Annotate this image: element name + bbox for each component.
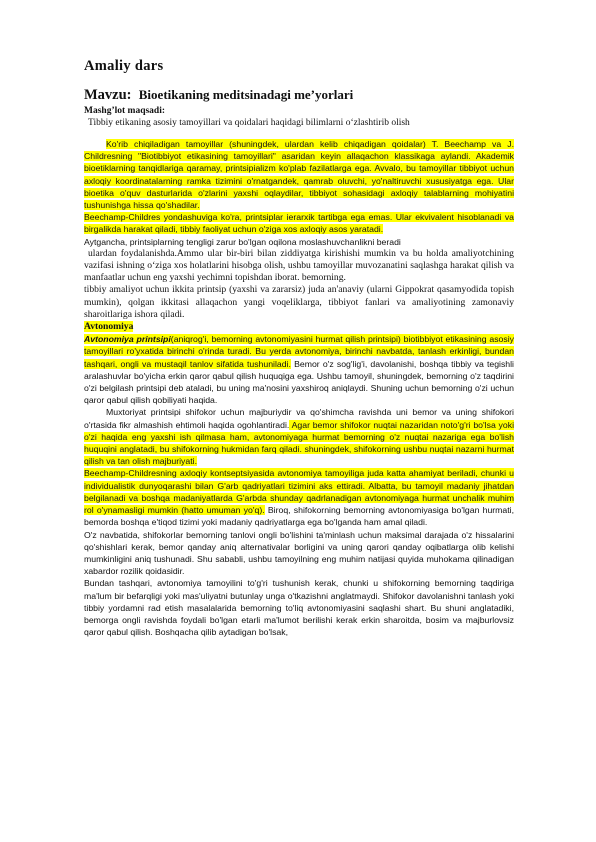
autonomy-p2-highlight: Agar bemor shifokor nuqtai nazaridan noto'g'ri bo'lsa yoki o'zi haqida eng yaxshi ish qilmasa ham, avtonomiyaga hurmat bemorning o'z nuqtai nazariga ega bo'lish huquqini anglatadi, bu shifokorning hukmidan farq qiladi. shuningdek, shifokorning ushbu nuqtai nazarni hurmat qilish va tan olish majburiyati. [84, 419, 514, 467]
document-title: Amaliy dars [84, 58, 164, 74]
intro-paragraph-2 [84, 211, 514, 235]
autonomy-paragraph-1 [84, 333, 514, 406]
autonomy-paragraph-5: Bundan tashqari, avtonomiya tamoyilini to'g'ri tushunish kerak, chunki u shifokorning bemorning taqdiriga ma'lum bir befarqligi yoki mas'uliyatni butunlay unga o'tkazishni anglatmaydi. Shifokor davolanishni tanlash yoki tibbiy yordamni rad etish masalalarida bemorning to'liq avtonomiyasini saqlashi shart. Bu shuni anglatadiki, bemorga ongli ravishda foydali bo'lgan etarli ma'lumot berilishi kerak erkin sharoitda, bosim va majburlovsiz qaror qabul qilish. Boshqacha qilib aytadigan bo'lsak, [84, 578, 514, 638]
topic-line [84, 87, 514, 104]
intro-paragraph-3-serif [84, 248, 514, 285]
document-page [84, 58, 514, 638]
intro-paragraph-3-sans: Aytgancha, printsiplarning tengligi zarur bo'lgan oqilona moslashuvchanlikni beradi [84, 236, 401, 247]
intro-paragraph-1 [84, 138, 514, 211]
autonomy-term: Avtonomiya printsipi [84, 334, 171, 345]
autonomy-paragraph-3 [84, 467, 514, 528]
autonomy-paragraph-4: O'z navbatida, shifokorlar bemorning tanlovi ongli bo'lishini ta'minlash uchun maksimal darajada o'z hissalarini qo'shishlari kerak, bemor qanday aniq alternativalar borligini va uning qarori qanday oqibatlarga olib kelishi mumkinligini aniq tushunadi. Shu sababli, ushbu tamoyilning eng muhim natijasi quyida muhokama qilinadigan xabardor rozilik qoidasidir. [84, 529, 514, 577]
goal-label: Mashg’lot maqsadi: [84, 106, 166, 116]
topic-label: Mavzu: [84, 87, 132, 103]
section-heading-autonomy [84, 321, 514, 333]
autonomy-p1-rest: Bemor o'z sog'lig'i, davolanishi, boshqa tibbiy va tegishli aralashuvlar bo'yicha erkin qaror qabul qilish huquqiga ega. Ushbu tamoyil, shuningdek, bemorning o'z taqdirini o'zi belgilash printsipi deb ataladi, bu uning ma'nosini yaxshiroq aniqlaydi. Shuning uchun bemorning o'zi uchun qaror qabul qilish qobiliyati haqida. [84, 358, 514, 406]
autonomy-p3-highlight: Beechamp-Childresning axloqiy kontseptsiyasida avtonomiya tamoyiliga juda katta ahamiyat beriladi, chunki u individualistik dunyoqarashi bilan G'arb qadriyatlari tizimini aks ettiradi. Albatta, bu tamoyil madaniy jihatdan belgilanadi va boshqa madaniyatlarda G'arbda shunday qadrlanadigan avtonomiyaga hurmat unchalik muhim rol o'ynamasligi mumkin (hatto umuman yo'q). [84, 468, 514, 516]
autonomy-p2-plain: Muxtoriyat printsipi shifokor uchun majburiydir va qo'shimcha ravishda uni bemor va uning shifokori o'rtasida fikr almashish ehtimoli haqida ogohlantiradi. [84, 407, 514, 430]
intro-p3-b: Ammo ular bir-biri bilan ziddiyatga kirishishi mumkin va bu holda amaliyotchining vazifasi ishning o‘ziga xos holatlarini hisobga olish, ushbu tamoyillar muvozanatini saqlashga harakat qilish va manfaatlar uchun eng yaxshi yechimni topishdan iborat. bemorning. [84, 247, 514, 284]
autonomy-p3-rest: Biroq, shifokorning bemorning avtonomiyasiga bo'lgan hurmati, bemorda boshqa e'tiqod tizimi yoki madaniy qadriyatlarga ega bo'lganda ham amal qiladi. [84, 505, 515, 528]
intro-p2-highlight: Beechamp-Childres yondashuviga ko'ra, printsiplar ierarxik tartibga ega emas. Ular ekvivalent hisoblanadi va birgalikda harakat qiladi, tibbiy faoliyat uchun o'ziga xos axloqiy asos yaratadi. [84, 212, 514, 235]
intro-p1-highlight: Ko'rib chiqiladigan tamoyillar (shuningdek, ulardan kelib chiqadigan qoidalar) T. Beechamp va J. Childresning "Biotibbiyot etikasining tamoyillari" asaridan keyin allaqachon klassikaga aylandi. Akademik bioetiklarning tanqidlariga qaramay, printsipializm ko'plab fazilatlarga ega. Avvalo, bu tamoyillar tibbiyot uchun axloqiy koordinatalarning ramka tizimini o'rnatgandek, qamrab oluvchi, yo'naltiruvchi xususiyatga ega. Ular bioetika o'quv dasturlarida o'zlarini yaxshi oqlaydilar, tibbiyot sohasidagi axloqiy talablarning mohiyatini tushunishga hissa qo'shadilar. [84, 139, 514, 211]
autonomy-heading-highlight: Avtonomiya [84, 321, 134, 333]
intro-paragraph-4: tibbiy amaliyot uchun ikkita printsip (yaxshi va zararsiz) juda an'anaviy (ularni Gippokrat qasamyodida topish mumkin), qolgan ikkitasi allaqachon yangi voqeliklarga, tibbiyot fanlari va amaliyotining zamonaviy sharoitlariga ishora qiladi. [84, 284, 514, 320]
intro-p3-a: ulardan foydalanishda. [88, 247, 177, 259]
topic-title: Bioetikaning meditsinadagi me’yorlari [138, 87, 354, 102]
autonomy-paragraph-2 [84, 406, 514, 467]
autonomy-p1-hl-text: (aniqrog'i, bemorning avtonomiyasini hurmat qilish printsipi) biotibbiyot etikasining asosiy tamoyillari ro'yxatida birinchi o'rinda turadi. Bu yerda avtonomiya, birinchi navbatda, tanlash erkinligi, bundan tashqari, ongli va mustaqil tanlov sifatida tushuniladi. [84, 334, 515, 369]
goal-text: Tibbiy etikaning asosiy tamoyillari va qoidalari haqidagi bilimlarni o‘zlashtirib olish [88, 118, 410, 128]
